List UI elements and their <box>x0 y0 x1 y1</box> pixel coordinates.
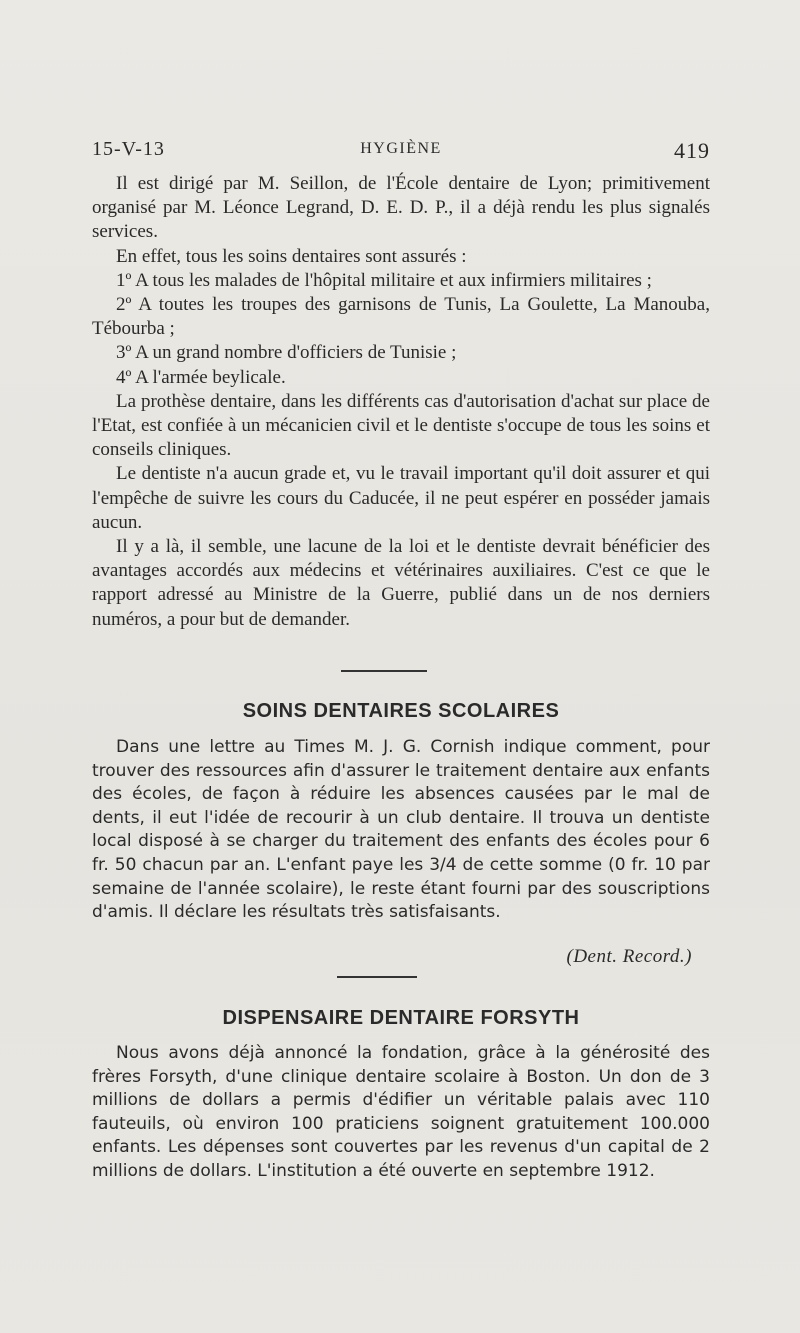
list-item: 4º A l'armée beylicale. <box>116 366 286 388</box>
article-body <box>92 736 710 925</box>
page-number: 419 <box>674 138 710 163</box>
list-item: 1º A tous les malades de l'hôpital militaire et aux infirmiers militaires ; <box>116 269 652 291</box>
article-title: DISPENSAIRE DENTAIRE FORSYTH <box>222 1007 580 1029</box>
list-item: 2º A toutes les troupes des garnisons de Tunis, La Goulette, La Manouba, Tébourba ; <box>92 294 710 340</box>
section-title: HYGIÈNE <box>360 140 442 157</box>
running-head <box>92 138 710 168</box>
paragraph: Il y a là, il semble, une lacune de la loi et le dentiste devrait bénéficier des avantages accordés aux médecins et vétérinaires auxiliaires. C'est ce que le rapport adressé au Ministre de la Guerre, publié dans un de nos derniers numéros, a pour but de demander. <box>92 536 710 630</box>
section-divider <box>337 976 417 978</box>
article-source: (Dent. Record.) <box>566 946 692 967</box>
paragraph: Dans une lettre au Times M. J. G. Cornish indique comment, pour trouver des ressources afin d'assurer le traitement dentaire aux enfants des écoles, de façon à réduire les absences causées par le mal de dents, il eut l'idée de recourir à un club dentaire. Il trouva un dentiste local disposé à se charger du traitement des enfants des écoles pour 6 fr. 50 chacun par an. L'enfant paye les 3/4 de cette somme (0 fr. 10 par semaine de l'année scolaire), le reste étant fourni par des souscriptions d'amis. Il déclare les résultats très satisfaisants. <box>92 737 710 923</box>
paragraph: Le dentiste n'a aucun grade et, vu le travail important qu'il doit assurer et qui l'empêche de suivre les cours du Caducée, il ne peut espérer en posséder jamais aucun. <box>92 463 710 533</box>
list-item: 3º A un grand nombre d'officiers de Tunisie ; <box>116 342 457 364</box>
paragraph: En effet, tous les soins dentaires sont assurés : <box>116 245 467 267</box>
issue-date: 15-V-13 <box>92 138 165 160</box>
paragraph: Nous avons déjà annoncé la fondation, grâce à la générosité des frères Forsyth, d'une clinique dentaire scolaire à Boston. Un don de 3 millions de dollars a permis d'édifier un véritable palais avec 110 fauteuils, où environ 100 praticiens soignent gratuitement 100.000 enfants. Les dépenses sont couvertes par les revenus d'un capital de 2 millions de dollars. L'institution a été ouverte en septembre 1912. <box>92 1043 710 1181</box>
intro-text <box>92 172 710 632</box>
article-body <box>92 1042 710 1184</box>
section-divider <box>341 670 427 672</box>
article-title: SOINS DENTAIRES SCOLAIRES <box>242 700 560 722</box>
paragraph: La prothèse dentaire, dans les différents cas d'autorisation d'achat sur place de l'Etat, est confiée à un mécanicien civil et le dentiste s'occupe de tous les soins et conseils cliniques. <box>92 390 710 461</box>
paragraph: Il est dirigé par M. Seillon, de l'École dentaire de Lyon; primitivement organisé par M. Léonce Legrand, D. E. D. P., il a déjà rendu les plus signalés services. <box>92 173 710 243</box>
